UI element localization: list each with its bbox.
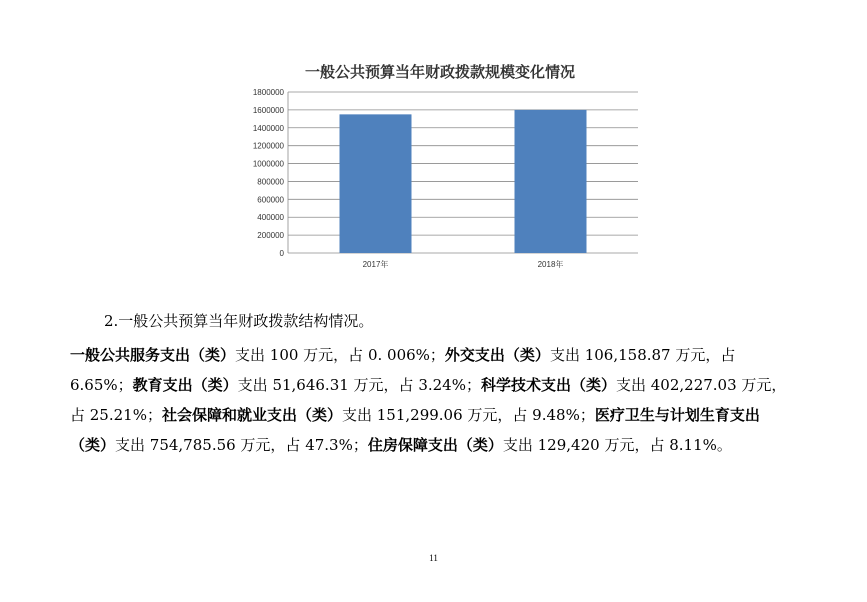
y-tick-label: 600000	[257, 195, 284, 205]
section-title: 2.一般公共预算当年财政拨款结构情况。	[104, 312, 374, 330]
x-tick-label: 2018年	[537, 260, 564, 269]
y-tick-label: 1800000	[252, 88, 284, 97]
x-tick-label: 2017年	[362, 260, 389, 269]
category-name: 医疗卫生与计划生育支出	[594, 406, 760, 424]
y-tick-label: 1600000	[252, 105, 284, 115]
paragraph-line	[70, 340, 800, 370]
category-name: 教育支出（类）	[132, 376, 238, 394]
category-name: 外交支出（类）	[444, 346, 550, 364]
category-name: 科学技术支出（类）	[480, 376, 616, 394]
category-amount: 支出 129,420 万元，占 8.11%。	[502, 436, 732, 454]
category-amount: 支出 100 万元，占 0. 006%；	[235, 346, 445, 364]
y-tick-label: 200000	[257, 231, 284, 241]
category-name: 社会保障和就业支出（类）	[161, 406, 342, 424]
y-tick-label: 1400000	[252, 123, 284, 133]
bar-chart	[240, 55, 640, 280]
paragraph-line	[70, 400, 800, 430]
page-number: 11	[429, 553, 438, 563]
category-amount: 支出 754,785.56 万元，占 47.3%；	[115, 436, 368, 454]
structure-paragraph	[70, 340, 800, 460]
y-tick-label: 1000000	[252, 159, 284, 169]
category-amount: 6.65%；	[70, 376, 133, 394]
category-name: （类）	[70, 436, 116, 454]
chart-title: 一般公共预算当年财政拨款规模变化情况	[304, 63, 575, 81]
category-amount: 占 25.21%；	[70, 406, 162, 424]
category-name: 一般公共服务支出（类）	[70, 346, 236, 364]
chart-plot	[240, 55, 640, 280]
paragraph-line	[70, 370, 800, 400]
y-tick-label: 400000	[257, 213, 284, 223]
category-name: 住房保障支出（类）	[367, 436, 503, 454]
paragraph-line	[70, 430, 800, 460]
category-amount: 支出 51,646.31 万元，占 3.24%；	[237, 376, 481, 394]
bar	[340, 114, 412, 253]
category-amount: 支出 402,227.03 万元，	[615, 376, 787, 394]
y-tick-label: 800000	[257, 177, 284, 187]
category-amount: 支出 151,299.06 万元，占 9.48%；	[341, 406, 595, 424]
bar	[515, 110, 587, 253]
y-tick-label: 1200000	[252, 141, 284, 151]
category-amount: 支出 106,158.87 万元，占	[549, 346, 736, 364]
y-tick-label: 0	[279, 249, 284, 258]
